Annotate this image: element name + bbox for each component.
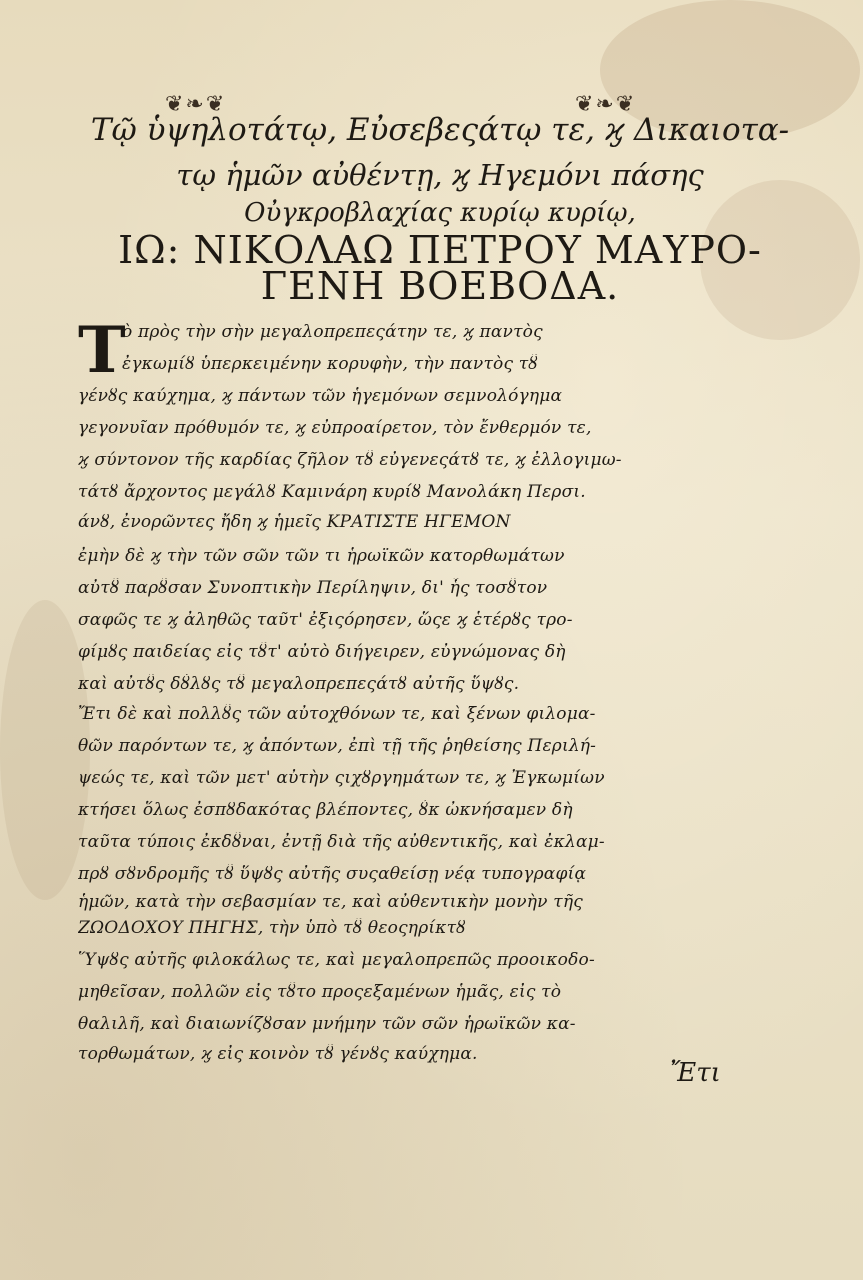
dedication-name-line-2: ΓΕΝΗ ΒΟΕΒΟΔΑ. (260, 264, 620, 308)
ornament-right: ❦❧❦ (575, 92, 637, 117)
body-line: πρȣ σȣνδρομῆς τȣ̃ ὕψȣς αὐτῆς συςαθείσῃ νέᾳ τυπογραφίᾳ (78, 864, 587, 884)
body-line: Ὕψȣς αὐτῆς φιλοκάλως τε, καὶ μεγαλοπρεπῶς προοικοδο- (78, 950, 595, 970)
body-line: γεγονυῖαν πρόθυμόν τε, ϗ εὐπροαίρετον, τὸν ἔνθερμόν τε, (78, 418, 592, 438)
body-line: ἐγκωμίȣ ὑπερκειμένην κορυφὴν, τὴν παντὸς τȣ̃ (122, 354, 539, 374)
drop-cap: Τ (78, 313, 126, 388)
dedication-name-line-1: ΙΩ: ΝΙΚΟΛΑΩ ΠΕΤΡΟΥ ΜΑΥΡΟ- (118, 228, 762, 272)
ornament-left: ❦❧❦ (165, 92, 227, 117)
body-line: αὐτȣ̃ παρȣ̃σαν Συνοπτικὴν Περίληψιν, δι' ἧς τοσȣ̃τον (78, 578, 548, 598)
dedication-heading-line-2: τῳ ἡμῶν αὐθέντῃ, ϗ Ηγεμόνι πάσης (176, 158, 704, 192)
dedication-heading-line-3: Οὐγκροβλαχίας κυρίῳ κυρίῳ, (244, 198, 636, 228)
body-line: γένȣς καύχημα, ϗ πάντων τῶν ἡγεμόνων σεμνολόγημα (78, 386, 563, 406)
body-line: τορθωμάτων, ϗ εἰς κοινὸν τȣ̃ γένȣς καύχημα. (78, 1044, 478, 1064)
body-line: ΖΩΟΔΟΧΟΥ ΠΗΓΗΣ, τὴν ὑπὸ τȣ̃ θεοςηρίκτȣ (78, 918, 466, 938)
body-line: ὸ πρὸς τὴν σὴν μεγαλοπρεπεςάτην τε, ϗ παντὸς (122, 322, 543, 342)
body-line: καὶ αὐτȣ̃ς δȣ́λȣς τȣ̃ μεγαλοπρεπεςάτȣ αὐτῆς ὕψȣς. (78, 674, 520, 694)
body-line: ἐμὴν δὲ ϗ τὴν τῶν σῶν τῶν τι ἡρωϊκῶν κατορθωμάτων (78, 546, 565, 566)
body-line: φίμȣς παιδείας εἰς τȣ̃τ' αὐτὸ διήγειρεν, εὐγνώμονας δὴ (78, 642, 566, 662)
body-line: μηθεῖσαν, πολλῶν εἰς τȣ̃το προςεξαμένων ἡμᾶς, εἰς τὸ (78, 982, 562, 1002)
body-line: ϗ σύντονον τῆς καρδίας ζῆλον τȣ̃ εὐγενεςάτȣ τε, ϗ ἐλλογιμω- (78, 450, 622, 470)
body-line: τάτȣ ἄρχοντος μεγάλȣ Καμινάρη κυρίȣ Μανολάκη Περσι. (78, 482, 586, 502)
catchword: Ἔτι (670, 1058, 721, 1088)
body-line: άνȣ, ἐνορῶντες ἤδη ϗ ἡμεῖς ΚΡΑΤΙΣΤΕ ΗΓΕΜΟΝ (78, 512, 511, 532)
body-line: ἡμῶν, κατὰ τὴν σεβασμίαν τε, καὶ αὐθεντικὴν μονὴν τῆς (78, 892, 583, 912)
dedication-heading-line-1: Τῷ ὑψηλοτάτῳ, Εὐσεβεςάτῳ τε, ϗ Δικαιοτα- (90, 112, 790, 148)
body-line: κτήσει ὅλως ἐσπȣδακότας βλέποντες, ȣ̓κ ὠκνήσαμεν δὴ (78, 800, 573, 820)
body-line: θῶν παρόντων τε, ϗ ἀπόντων, ἐπὶ τῇ τῆς ῥηθείσης Περιλή- (78, 736, 597, 756)
body-line: ταῦτα τύποις ἐκδȣ̃ναι, ἐντῇ διὰ τῆς αὐθεντικῆς, καὶ ἐκλαμ- (78, 832, 605, 852)
paper-stain (0, 600, 90, 900)
body-line: ψεώς τε, καὶ τῶν μετ' αὐτὴν ςιχȣργημάτων τε, ϗ Ἐγκωμίων (78, 768, 605, 788)
body-line: θαλιλῆ, καὶ διαιωνίζȣσαν μνήμην τῶν σῶν ἡρωϊκῶν κα- (78, 1014, 576, 1034)
body-line: σαφῶς τε ϗ ἀληθῶς ταῦτ' ἐξιςόρησεν, ὥςε ϗ ἑτέρȣς τρο- (78, 610, 573, 630)
body-line: Ἔτι δὲ καὶ πολλȣ̃ς τῶν αὐτοχθόνων τε, καὶ ξένων φιλομα- (78, 704, 596, 724)
